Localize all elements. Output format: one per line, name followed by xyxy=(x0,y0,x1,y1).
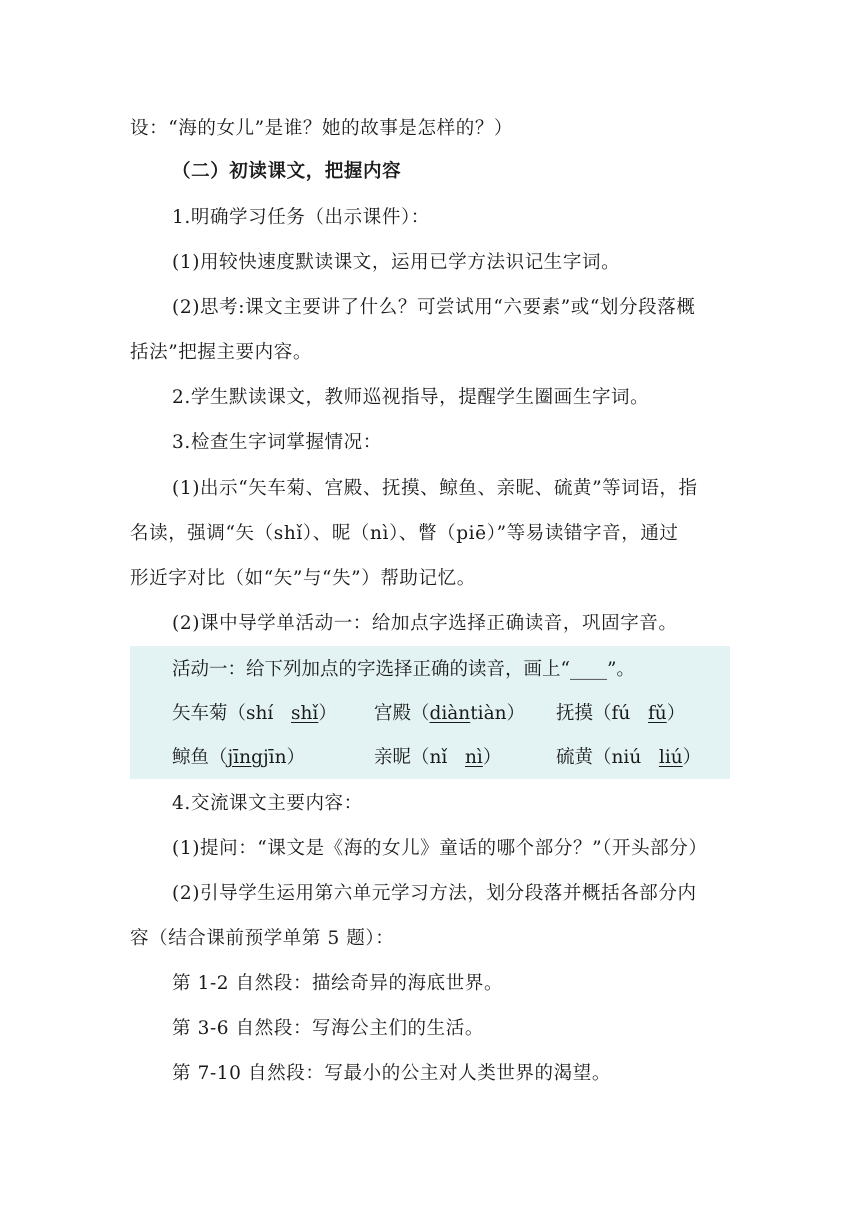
line-4: (1)用较快速度默读课文，运用已学方法识记生字词。 xyxy=(172,252,621,273)
close: ） xyxy=(666,703,686,724)
option-b: jīn xyxy=(262,747,287,768)
word: 亲昵（ xyxy=(374,747,430,768)
activity-item-6 xyxy=(556,746,701,770)
option-b: fǔ xyxy=(647,703,667,724)
line-16: 容（结合课前预学单第 5 题）： xyxy=(130,928,395,949)
word: 宫殿（ xyxy=(374,703,430,724)
section-heading: （二）初读课文，把握内容 xyxy=(172,161,402,182)
activity-box xyxy=(130,646,730,779)
close: ） xyxy=(286,747,306,768)
line-9: (1)出示“矢车菊、宫殿、抚摸、鲸鱼、亲昵、硫黄”等词语，指 xyxy=(172,478,698,499)
line-10: 名读，强调“矢（shǐ）、昵（nì）、瞥（piē）”等易读错字音，通过 xyxy=(130,523,679,544)
line-3: 1.明确学习任务（出示课件）： xyxy=(172,207,430,228)
close: ） xyxy=(482,747,502,768)
option-b: shǐ xyxy=(291,703,319,724)
activity-item-1 xyxy=(172,702,337,726)
option-a: diàn xyxy=(429,703,471,724)
option-b: tiàn xyxy=(470,703,507,724)
activity-item-2 xyxy=(374,702,525,726)
line-11: 形近字对比（如“矢”与“失”）帮助记忆。 xyxy=(130,568,476,589)
line-17: 第 1-2 自然段：描绘奇异的海底世界。 xyxy=(172,973,504,994)
close: ） xyxy=(682,747,702,768)
line-5: (2)思考:课文主要讲了什么？可尝试用“六要素”或“划分段落概 xyxy=(172,297,696,318)
word: 硫黄（ xyxy=(556,747,612,768)
word: 矢车菊（ xyxy=(172,703,247,724)
option-b: liú xyxy=(658,747,683,768)
option-b: nì xyxy=(465,747,483,768)
line-12: (2)课中导学单活动一：给加点字选择正确读音，巩固字音。 xyxy=(172,613,678,634)
option-a: jīng xyxy=(227,747,263,768)
line-7: 2.学生默读课文，教师巡视指导，提醒学生圈画生字词。 xyxy=(172,387,650,408)
line-15: (2)引导学生运用第六单元学习方法，划分段落并概括各部分内 xyxy=(172,883,697,904)
option-a: nǐ xyxy=(429,747,448,768)
line-18: 第 3-6 自然段：写海公主们的生活。 xyxy=(172,1018,484,1039)
line-8: 3.检查生字词掌握情况： xyxy=(172,432,382,453)
line-19: 第 7-10 自然段：写最小的公主对人类世界的渴望。 xyxy=(172,1063,611,1084)
line-1: 设：“海的女儿”是谁？她的故事是怎样的？） xyxy=(130,118,514,139)
activity-item-4 xyxy=(172,746,305,770)
line-13: 4.交流课文主要内容： xyxy=(172,793,363,814)
activity-item-5 xyxy=(374,746,501,770)
option-a: niú xyxy=(611,747,642,768)
word: 鲸鱼（ xyxy=(172,747,228,768)
line-14: (1)提问：“课文是《海的女儿》童话的哪个部分？”（开头部分） xyxy=(172,838,708,859)
option-a: fú xyxy=(611,703,631,724)
activity-title: 活动一：给下列加点的字选择正确的读音，画上“____”。 xyxy=(172,659,635,680)
close: ） xyxy=(506,703,526,724)
line-6: 括法”把握主要内容。 xyxy=(130,342,312,363)
word: 抚摸（ xyxy=(556,703,612,724)
option-a: shí xyxy=(246,703,274,724)
activity-item-3 xyxy=(556,702,685,726)
close: ） xyxy=(318,703,337,724)
